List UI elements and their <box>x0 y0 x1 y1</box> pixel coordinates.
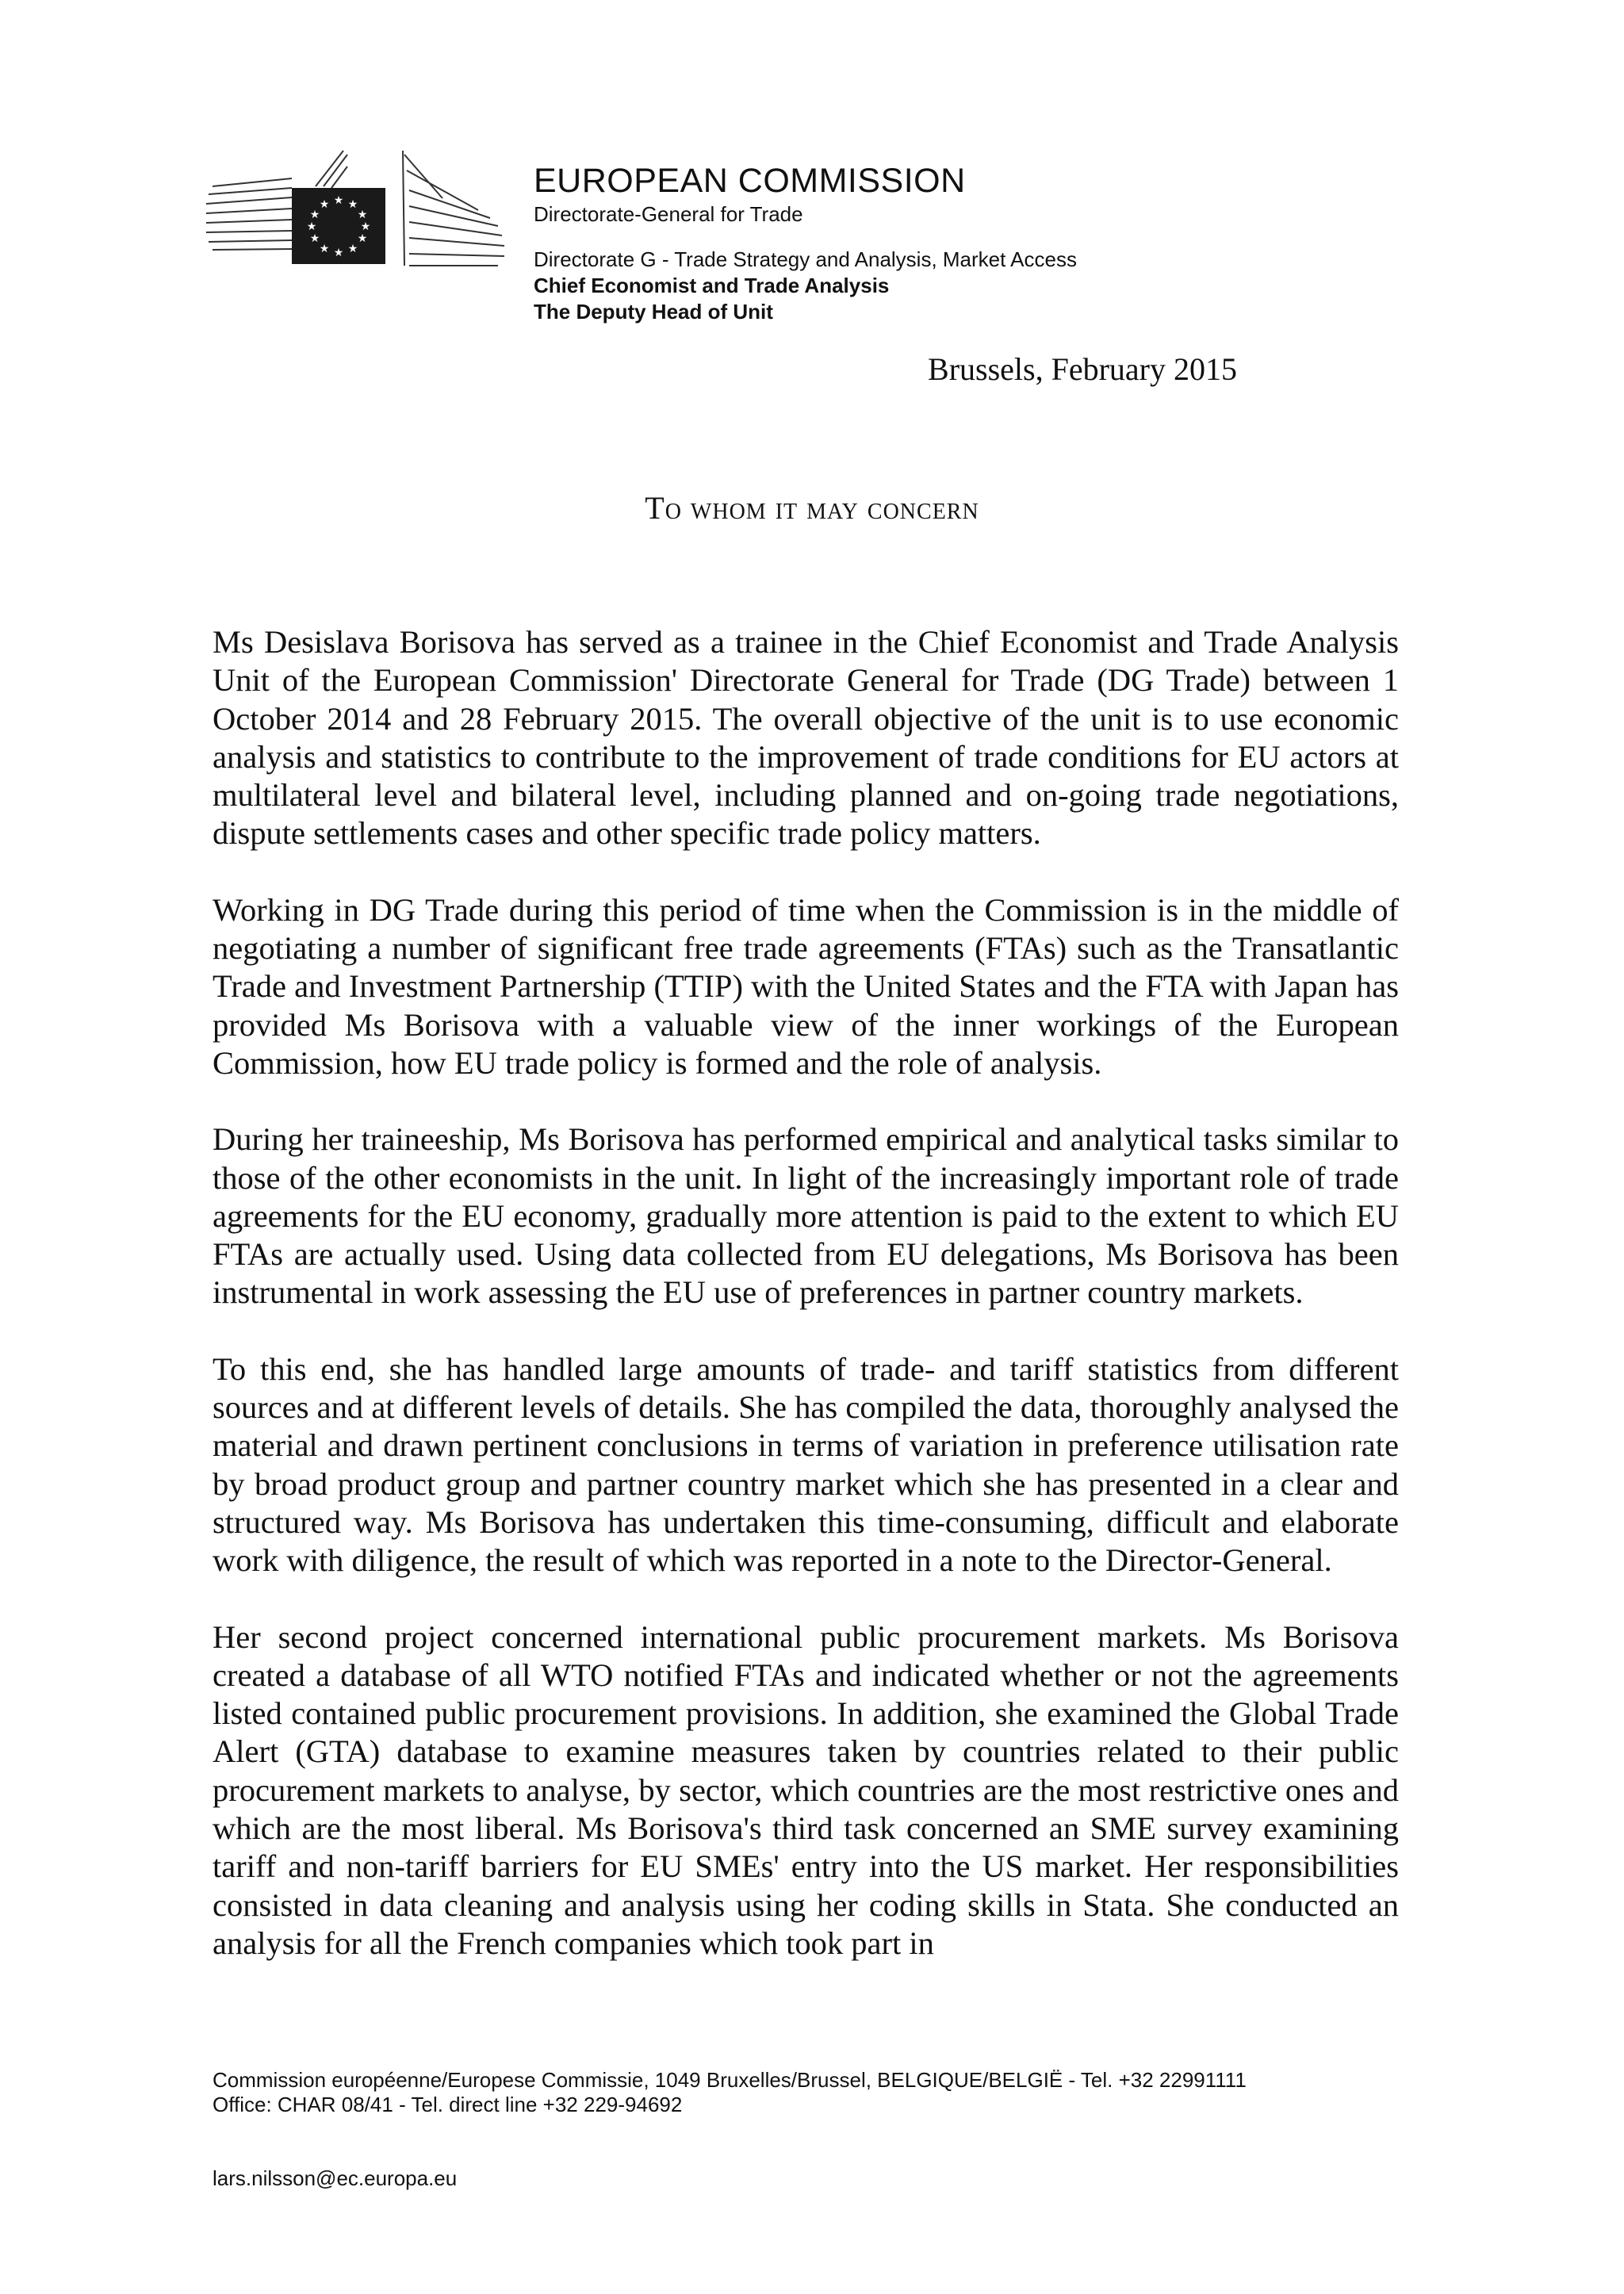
footer-address: Commission européenne/Europese Commissie, 1049 Bruxelles/Brussel, BELGIQUE/BELGIË - Tel. +32 22991111 <box>213 2068 1247 2092</box>
svg-text:★: ★ <box>333 247 344 259</box>
svg-text:★: ★ <box>306 220 317 233</box>
footer <box>213 2068 1481 2117</box>
svg-text:★: ★ <box>309 209 320 221</box>
letter-body <box>213 623 1399 2001</box>
paragraph: Ms Desislava Borisova has served as a trainee in the Chief Economist and Trade Analysis Unit of the European Commission' Directorate General for Trade (DG Trade) between 1 October 2014 and 28 February 2015. The overall objective of the unit is to use economic analysis and statistics to contribute to the improvement of trade conditions for EU actors at multilateral level and bilateral level, including planned and on-going trade negotiations, dispute settlements cases and other specific trade policy matters. <box>213 624 1399 852</box>
paragraph: Her second project concerned international public procurement markets. Ms Borisova created a database of all WTO notified FTAs and indicated whether or not the agreements listed contained public procurement provisions. In addition, she examined the Global Trade Alert (GTA) database to examine measures taken by countries related to their public procurement markets to analyse, by sector, which countries are the most restrictive ones and which are the most liberal. Ms Borisova's third task concerned an SME survey examining tariff and non-tariff barriers for EU SMEs' entry into the US market. Her responsibilities consisted in data cleaning and analysis using her coding skills in Stata. She conducted an analysis for all the French companies which took part in <box>213 1618 1399 1961</box>
european-commission-logo-icon <box>205 147 514 313</box>
svg-text:★: ★ <box>347 243 358 255</box>
department-block <box>534 247 1485 325</box>
footer-office: Office: CHAR 08/41 - Tel. direct line +32 229-94692 <box>213 2093 683 2116</box>
directorate: Directorate G - Trade Strategy and Analysis, Market Access <box>534 247 1077 271</box>
letter-heading: To whom it may concern <box>645 490 979 526</box>
date-line: Brussels, February 2015 <box>928 351 1237 387</box>
svg-text:★: ★ <box>347 198 358 211</box>
svg-text:★: ★ <box>309 232 320 245</box>
paragraph: Working in DG Trade during this period of time when the Commission is in the middle of negotiating a number of significant free trade agreements (FTAs) such as the Transatlantic Trade and Investment Partnership (TTIP) with the United States and the FTA with Japan has provided Ms Borisova with a valuable view of the inner workings of the European Commission, how EU trade policy is formed and the role of analysis. <box>213 891 1399 1081</box>
paragraph: During her traineeship, Ms Borisova has performed empirical and analytical tasks similar to those of the other economists in the unit. In light of the increasingly important role of trade agreements for the EU economy, gradually more attention is paid to the extent to which EU FTAs are actually used. Using data collected from EU delegations, Ms Borisova has been instrumental in work assessing the EU use of preferences in partner country markets. <box>213 1121 1399 1311</box>
svg-text:★: ★ <box>360 220 371 233</box>
signatory-position: The Deputy Head of Unit <box>534 300 773 324</box>
svg-text:★: ★ <box>357 232 368 245</box>
letterhead <box>534 161 1485 228</box>
svg-text:★: ★ <box>319 243 330 255</box>
unit-name: Chief Economist and Trade Analysis <box>534 274 890 297</box>
paragraph: To this end, she has handled large amounts of trade- and tariff statistics from different sources and at different levels of details. She has compiled the data, thoroughly analysed the material and drawn pertinent conclusions in terms of variation in preference utilisation rate by broad product group and partner country market which she has presented in a clear and structured way. Ms Borisova has undertaken this time-consuming, difficult and elaborate work with diligence, the result of which was reported in a note to the Director-General. <box>213 1350 1399 1579</box>
svg-text:★: ★ <box>319 198 330 211</box>
svg-text:★: ★ <box>357 209 368 221</box>
footer-email[interactable]: lars.nilsson@ec.europa.eu <box>213 2166 458 2190</box>
organization-name: EUROPEAN COMMISSION <box>534 162 966 200</box>
svg-text:★: ★ <box>333 194 344 207</box>
directorate-general: Directorate-General for Trade <box>534 202 803 226</box>
